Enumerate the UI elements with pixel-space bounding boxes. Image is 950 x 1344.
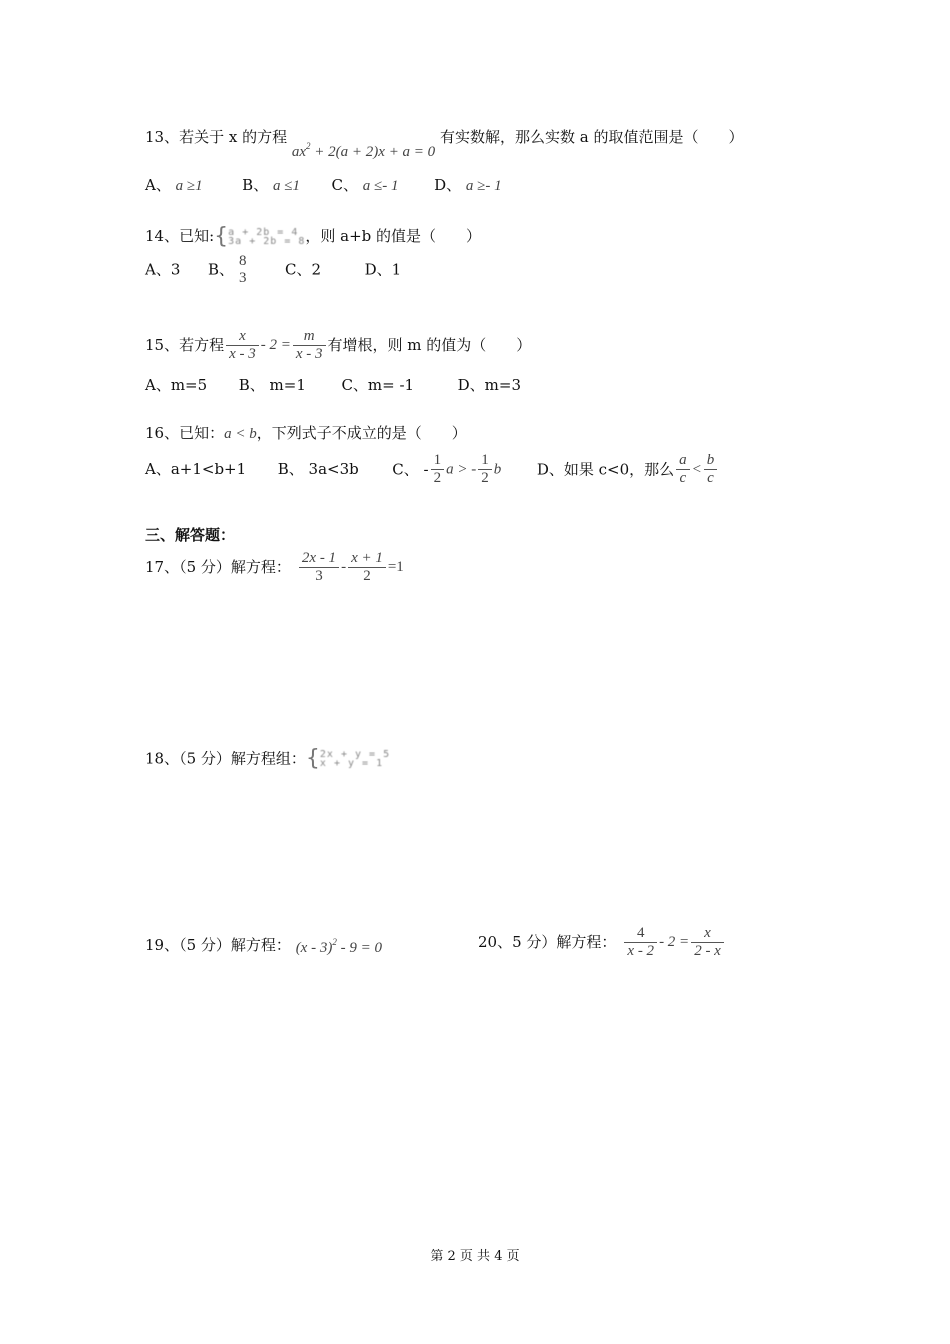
q16-option-d: D、如果 c<0，那么 $\frac{a}{c}$ < $\frac{b}{c}$ <box>537 460 719 478</box>
q16-option-c: C、 - $\frac{1}{2}$ a > - $\frac{1}{2}$ b <box>392 452 502 486</box>
left-brace-icon: { <box>305 746 320 771</box>
q15-stem: 15、若方程 $\frac{x}{x - 3}$ - 2 = $\frac{m}{x - 3}$ 有增根，则 m 的值为（ ） <box>145 328 532 362</box>
q20-prefix: 20、5 分）解方程： <box>478 933 617 951</box>
q15-option-a: A、m=5 <box>145 376 208 394</box>
q13-options <box>145 178 502 194</box>
fraction: $\frac{1}{2}$ <box>478 452 492 487</box>
q16-stem <box>145 426 467 442</box>
fraction: $\frac{4}{x - 2}$ <box>624 925 657 960</box>
q19-equation: (x - 3)$^2$ - 9 = 0 <box>295 937 382 956</box>
q13-option-d: D、 a ≥- 1 <box>434 176 502 194</box>
q15-prefix: 15、若方程 <box>145 336 225 354</box>
q15-option-b: B、 m=1 <box>238 376 306 394</box>
q16-suffix: ，下列式子不成立的是（ ） <box>256 424 467 442</box>
q16-prefix: 16、已知： <box>145 424 225 442</box>
q19-stem <box>145 936 382 954</box>
q13-option-c: C、 a ≤- 1 <box>331 176 399 194</box>
q15-options <box>145 378 521 393</box>
left-brace-icon: { <box>214 224 229 249</box>
q16-condition: a < b <box>224 426 257 442</box>
fraction: $\frac{1}{2}$ <box>431 452 445 487</box>
fraction: $\frac{x + 1}{2}$ <box>348 550 386 585</box>
fraction: $\frac{b}{c}$ <box>704 452 718 487</box>
q14-stem <box>145 226 481 248</box>
fraction: $\frac{a}{c}$ <box>676 452 690 487</box>
q20-stem: 20、5 分）解方程： $\frac{4}{x - 2}$ - 2 = $\frac{x}{2 - x}$ <box>478 925 726 960</box>
q14-option-c: C、2 <box>285 260 322 279</box>
q15-option-c: C、m= -1 <box>341 376 415 394</box>
q19-prefix: 19、（5 分）解方程： <box>145 936 291 954</box>
q16-options <box>145 452 719 487</box>
fraction: $\frac{x}{x - 3}$ <box>226 328 259 363</box>
q15-option-d: D、m=3 <box>457 376 522 394</box>
q18-stem <box>145 748 390 770</box>
q14-option-a: A、3 <box>145 260 181 279</box>
fraction: $\frac{2x - 1}{3}$ <box>299 550 339 585</box>
fraction: 8 3 <box>238 253 247 286</box>
fraction: $\frac{m}{x - 3}$ <box>293 328 326 363</box>
q13-prefix: 13、若关于 x 的方程 <box>145 128 288 146</box>
fraction: $\frac{x}{2 - x}$ <box>691 925 724 960</box>
q16-option-a: A、a+1<b+1 <box>145 460 247 478</box>
q14-suffix: ，则 a+b 的值是（ ） <box>305 227 482 245</box>
q14-prefix: 14、已知: <box>145 227 215 245</box>
q14-equation-system: a + 2b = 4 3a + 2b = 8 <box>228 227 306 247</box>
q14-options <box>145 253 401 287</box>
q14-option-b: B、 8 3 <box>208 260 252 278</box>
q13-option-b: B、 a ≤1 <box>242 176 300 194</box>
q15-suffix: 有增根，则 m 的值为（ ） <box>327 336 532 354</box>
section-heading: 三、解答题： <box>145 526 236 544</box>
q17-prefix: 17、（5 分）解方程： <box>145 558 291 576</box>
q13-suffix: 有实数解，那么实数 a 的取值范围是（ ） <box>439 128 744 146</box>
q18-prefix: 18、（5 分）解方程组： <box>145 749 306 768</box>
q17-stem: 17、（5 分）解方程： $\frac{2x - 1}{3}$ - $\frac{x + 1}{2}$ =1 <box>145 550 404 584</box>
page-number: 第 2 页 共 4 页 <box>430 1249 520 1264</box>
q16-option-b: B、 3a<3b <box>277 460 359 478</box>
q13-stem <box>145 128 744 160</box>
q14-option-d: D、1 <box>364 260 402 279</box>
q13-option-a: A、 a ≥1 <box>145 176 203 194</box>
q18-equation-system: 2x + y = 5 x + y = 1 <box>319 749 391 769</box>
q13-equation: $ax^2 + 2(a + 2)x + a = 0$ <box>291 141 436 160</box>
